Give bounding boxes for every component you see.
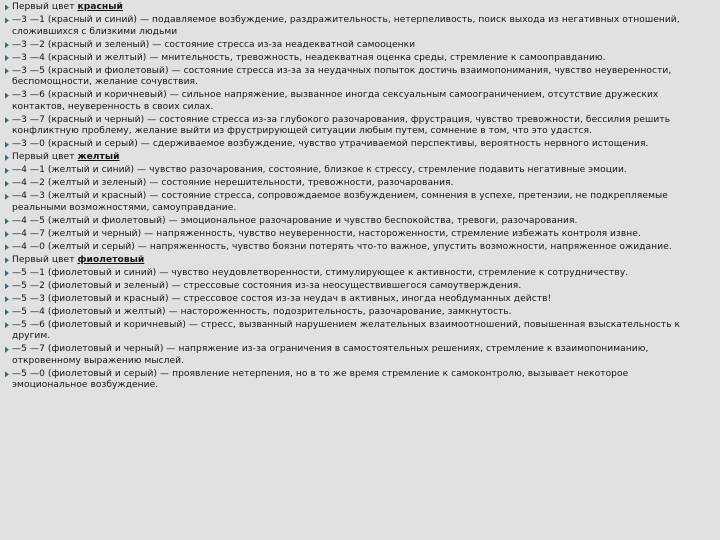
list-item: —5 —1 (фиолетовый и синий) — чувство неудовлетворенности, стимулирующее к активности, стремление к сотрудничеству. [5, 268, 706, 280]
section-heading-red [5, 2, 706, 14]
heading-color-word: красный [77, 2, 123, 12]
heading-color-word: фиолетовый [77, 254, 145, 265]
list-item: —3 —7 (красный и черный) — состояние стресса из-за глубокого разочарования, фрустрация, чувство тревожности, бессилия решить конфликтную проблему, желание выйти из фрустрирующей ситуации любым путем, сомнение в том, что это удастся. [5, 115, 706, 138]
heading-color-word: желтый [77, 152, 120, 163]
list-item: —3 —0 (красный и серый) — сдерживаемое возбуждение, чувство утрачиваемой перспективы, вероятность нервного истощения. [5, 139, 706, 151]
list-item: —3 —2 (красный и зеленый) — состояние стресса из-за неадекватной самооценки [5, 40, 706, 52]
heading-prefix: Первый цвет [12, 152, 78, 163]
heading-prefix: Первый цвет [12, 2, 78, 12]
list-item: —4 —1 (желтый и синий) — чувство разочарования, состояние, близкое к стрессу, стремление подавить негативные эмоции. [5, 165, 706, 177]
list-item: —4 —3 (желтый и красный) — состояние стресса, сопровождаемое возбуждением, сомнения в успехе, претензии, не подкрепляемые реальными возможностями, самоуправдание. [5, 191, 706, 214]
list-item: —5 —4 (фиолетовый и желтый) — настороженность, подозрительность, разочарование, замкнутость. [5, 307, 706, 319]
list-item: —4 —2 (желтый и зеленый) — состояние нерешительности, тревожности, разочарования. [5, 178, 706, 190]
list-item: —4 —0 (желтый и серый) — напряженность, чувство боязни потерять что-то важное, упустить возможности, напряженное ожидание. [5, 242, 706, 254]
list-item: —3 —6 (красный и коричневый) — сильное напряжение, вызванное иногда сексуальным самоограничением, отсутствие дружеских контактов, неуверенность в своих силах. [5, 90, 706, 113]
list-item: —4 —7 (желтый и черный) — напряженность, чувство неуверенности, настороженности, стремление избежать контроля извне. [5, 229, 706, 241]
section-heading-violet [5, 255, 706, 267]
list-item: —5 —0 (фиолетовый и серый) — проявление нетерпения, но в то же время стремление к самоконтролю, вызывает некоторое эмоциональное возбуждение. [5, 369, 706, 392]
list-item: —5 —2 (фиолетовый и зеленый) — стрессовые состояния из-за неосуществившегося самоутверждения. [5, 281, 706, 293]
list-item: —4 —5 (желтый и фиолетовый) — эмоциональное разочарование и чувство беспокойства, тревоги, разочарования. [5, 216, 706, 228]
list-item: —3 —4 (красный и желтый) — мнительность, тревожность, неадекватная оценка среды, стремление к самооправданию. [5, 53, 706, 65]
list-item: —3 —1 (красный и синий) — подавляемое возбуждение, раздражительность, нетерпеливость, поиск выхода из негативных отношений, сложившихся с близкими людьми [5, 15, 706, 38]
list-item: —5 —3 (фиолетовый и красный) — стрессовое состоя из-за неудач в активных, иногда необдуманных действ! [5, 294, 706, 306]
list-item: —5 —6 (фиолетовый и коричневый) — стресс, вызванный нарушением желательных взаимоотношений, повышенная взыскательность к другим. [5, 320, 706, 343]
list-item: —5 —7 (фиолетовый и черный) — напряжение из-за ограничения в самостоятельных решениях, стремление к взаимопониманию, откровенному выражению мыслей. [5, 344, 706, 367]
heading-prefix: Первый цвет [12, 254, 78, 265]
section-heading-yellow [5, 152, 706, 164]
list-item: —3 —5 (красный и фиолетовый) — состояние стресса из-за за неудачных попыток достичь взаимопонимания, чувство неуверенности, беспомощности, желание сочувствия. [5, 66, 706, 89]
